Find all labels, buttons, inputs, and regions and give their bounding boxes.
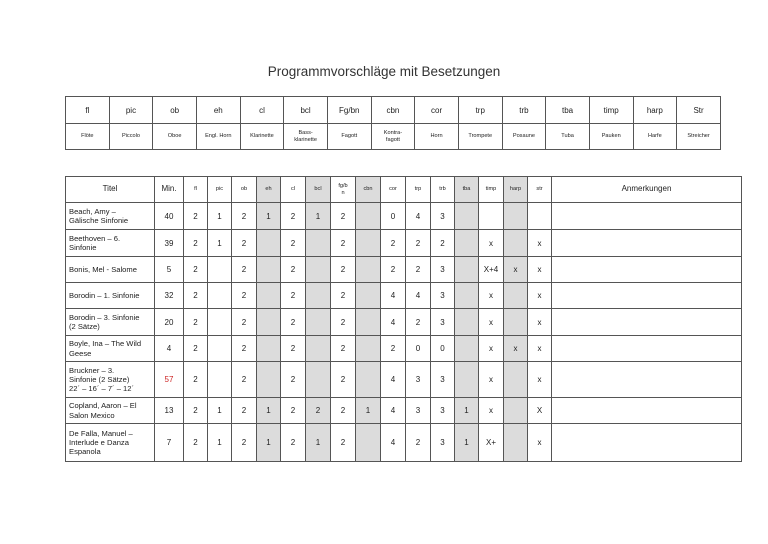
instrument-count-cell: 2 [281, 398, 306, 424]
instrument-count-cell [257, 230, 281, 257]
instrument-count-cell [356, 203, 381, 230]
instrument-count-cell [455, 257, 479, 283]
instrument-count-cell: 2 [381, 257, 406, 283]
instrument-count-cell [479, 203, 504, 230]
column-header: fg/b n [331, 177, 356, 203]
instrument-count-cell [504, 424, 528, 462]
instrument-count-cell: 2 [232, 257, 257, 283]
column-header: harp [504, 177, 528, 203]
instrument-count-cell: X+ [479, 424, 504, 462]
column-header: eh [257, 177, 281, 203]
instrument-count-cell: 2 [232, 336, 257, 362]
instrument-count-cell: 2 [184, 309, 208, 336]
instrument-count-cell [504, 362, 528, 398]
instrument-count-cell: 0 [406, 336, 431, 362]
instrument-count-cell [208, 309, 232, 336]
legend-name-cell: Streicher [677, 124, 721, 150]
notes-cell [552, 257, 742, 283]
instrument-count-cell: x [528, 424, 552, 462]
instrument-count-cell: 4 [381, 362, 406, 398]
instrument-count-cell: 2 [331, 203, 356, 230]
column-header: cl [281, 177, 306, 203]
instrument-count-cell: 4 [381, 283, 406, 309]
instrument-count-cell: 2 [232, 283, 257, 309]
legend-abbr-cell: trb [502, 97, 546, 124]
instrument-count-cell: 1 [208, 424, 232, 462]
legend-name-cell: Oboe [153, 124, 197, 150]
minutes-cell: 20 [155, 309, 184, 336]
instrument-count-cell: 2 [406, 257, 431, 283]
instrument-count-cell: 2 [331, 424, 356, 462]
program-table-header [66, 177, 742, 203]
instrument-count-cell: 3 [431, 203, 455, 230]
legend-name-cell: Trompete [458, 124, 502, 150]
title-cell: De Falla, Manuel – Interlude e Danza Espanola [66, 424, 155, 462]
column-header: trp [406, 177, 431, 203]
legend-abbreviations-row [66, 97, 721, 124]
legend-abbr-cell: pic [109, 97, 153, 124]
legend-abbr-cell: cl [240, 97, 284, 124]
notes-cell [552, 230, 742, 257]
instrument-count-cell [257, 309, 281, 336]
instrument-count-cell: 2 [381, 336, 406, 362]
instrument-count-cell: 1 [257, 203, 281, 230]
column-header: cbn [356, 177, 381, 203]
instrument-count-cell: 4 [406, 203, 431, 230]
instrument-count-cell [306, 309, 331, 336]
legend-name-cell: Fagott [327, 124, 371, 150]
instrument-count-cell [356, 336, 381, 362]
table-row [66, 230, 742, 257]
instrument-count-cell: x [479, 283, 504, 309]
instrument-count-cell [356, 362, 381, 398]
column-header: tba [455, 177, 479, 203]
legend-abbr-cell: trp [458, 97, 502, 124]
instrument-count-cell: 3 [431, 424, 455, 462]
instrument-count-cell [306, 336, 331, 362]
instrument-count-cell [257, 336, 281, 362]
column-header: ob [232, 177, 257, 203]
instrument-count-cell: 2 [232, 424, 257, 462]
column-header: trb [431, 177, 455, 203]
instrument-count-cell: 1 [356, 398, 381, 424]
instrument-count-cell: x [528, 336, 552, 362]
instrument-count-cell: 1 [455, 398, 479, 424]
instrument-count-cell: 2 [281, 362, 306, 398]
instrument-count-cell: 2 [331, 309, 356, 336]
instrument-count-cell [356, 257, 381, 283]
instrument-count-cell: 2 [331, 336, 356, 362]
legend-abbr-cell: cor [415, 97, 459, 124]
title-cell: Borodin – 3. Sinfonie (2 Sätze) [66, 309, 155, 336]
legend-abbr-cell: Fg/bn [327, 97, 371, 124]
notes-cell [552, 398, 742, 424]
instrument-count-cell: 2 [406, 424, 431, 462]
column-header: pic [208, 177, 232, 203]
instrument-count-cell [356, 230, 381, 257]
instrument-count-cell: 2 [184, 257, 208, 283]
instrument-count-cell [455, 309, 479, 336]
instrument-count-cell: 1 [208, 203, 232, 230]
instrument-count-cell: 2 [331, 283, 356, 309]
instrument-count-cell: 2 [184, 336, 208, 362]
minutes-cell: 13 [155, 398, 184, 424]
minutes-cell: 32 [155, 283, 184, 309]
title-cell: Beethoven – 6. Sinfonie [66, 230, 155, 257]
minutes-cell: 57 [155, 362, 184, 398]
instrument-count-cell: 2 [406, 230, 431, 257]
instrument-count-cell: 1 [257, 424, 281, 462]
legend-name-cell: Bass- klarinette [284, 124, 328, 150]
title-cell: Beach, Amy – Gälische Sinfonie [66, 203, 155, 230]
instrument-count-cell: 2 [381, 230, 406, 257]
table-row [66, 362, 742, 398]
column-header: Min. [155, 177, 184, 203]
minutes-cell: 5 [155, 257, 184, 283]
column-header: cor [381, 177, 406, 203]
notes-cell [552, 336, 742, 362]
instrument-count-cell: x [528, 257, 552, 283]
instrument-count-cell [306, 230, 331, 257]
instrument-count-cell: X [528, 398, 552, 424]
instrument-count-cell: 1 [306, 203, 331, 230]
table-row [66, 203, 742, 230]
instrument-count-cell [504, 283, 528, 309]
instrument-count-cell: 3 [431, 309, 455, 336]
instrument-count-cell: 1 [455, 424, 479, 462]
legend-abbr-cell: tba [546, 97, 590, 124]
instrument-count-cell [504, 203, 528, 230]
column-header: fl [184, 177, 208, 203]
column-header: str [528, 177, 552, 203]
instrument-count-cell [306, 257, 331, 283]
instrument-count-cell [504, 309, 528, 336]
instrument-count-cell [257, 283, 281, 309]
legend-name-cell: Posaune [502, 124, 546, 150]
title-cell: Bruckner – 3. Sinfonie (2 Sätze) 22´ – 16´ – 7´ – 12´ [66, 362, 155, 398]
instrument-count-cell: 3 [431, 398, 455, 424]
instrument-count-cell: x [479, 336, 504, 362]
column-header: bcl [306, 177, 331, 203]
table-row [66, 398, 742, 424]
instrument-count-cell: 3 [431, 283, 455, 309]
instrument-count-cell: 2 [331, 230, 356, 257]
page-title: Programmvorschläge mit Besetzungen [267, 64, 501, 79]
legend-name-cell: Harfe [633, 124, 677, 150]
instrument-count-cell: 2 [331, 257, 356, 283]
instrument-count-cell: 1 [208, 230, 232, 257]
instrument-count-cell: 2 [232, 362, 257, 398]
instrument-count-cell: 2 [431, 230, 455, 257]
instrument-count-cell: 3 [431, 362, 455, 398]
instrument-count-cell: x [504, 336, 528, 362]
legend-abbr-cell: eh [196, 97, 240, 124]
instrument-count-cell: 2 [281, 283, 306, 309]
instrument-count-cell: 0 [431, 336, 455, 362]
instrument-count-cell [356, 424, 381, 462]
instrument-count-cell: 2 [331, 398, 356, 424]
legend-name-cell: Tuba [546, 124, 590, 150]
instrument-count-cell: 2 [232, 203, 257, 230]
instrument-legend-table [65, 96, 721, 150]
program-table [65, 176, 742, 462]
legend-name-cell: Engl. Horn [196, 124, 240, 150]
instrument-count-cell: 3 [406, 362, 431, 398]
title-cell: Bonis, Mel - Salome [66, 257, 155, 283]
instrument-count-cell [455, 230, 479, 257]
instrument-count-cell: 3 [431, 257, 455, 283]
instrument-count-cell: 4 [381, 398, 406, 424]
instrument-count-cell [455, 203, 479, 230]
instrument-count-cell: 2 [232, 230, 257, 257]
instrument-count-cell: 2 [232, 309, 257, 336]
instrument-count-cell: X+4 [479, 257, 504, 283]
instrument-count-cell: 4 [381, 424, 406, 462]
minutes-cell: 39 [155, 230, 184, 257]
instrument-count-cell [504, 398, 528, 424]
notes-cell [552, 362, 742, 398]
instrument-count-cell: 2 [184, 283, 208, 309]
instrument-count-cell: x [479, 309, 504, 336]
instrument-count-cell [257, 257, 281, 283]
column-header: Anmerkungen [552, 177, 742, 203]
instrument-count-cell: 1 [257, 398, 281, 424]
instrument-count-cell: 4 [381, 309, 406, 336]
instrument-count-cell: 2 [281, 336, 306, 362]
instrument-count-cell: x [528, 309, 552, 336]
instrument-count-cell: x [479, 230, 504, 257]
instrument-count-cell [306, 362, 331, 398]
legend-abbr-cell: timp [589, 97, 633, 124]
instrument-count-cell: 2 [281, 424, 306, 462]
notes-cell [552, 203, 742, 230]
instrument-count-cell: 1 [208, 398, 232, 424]
instrument-count-cell [455, 336, 479, 362]
instrument-count-cell: 2 [184, 203, 208, 230]
minutes-cell: 4 [155, 336, 184, 362]
notes-cell [552, 283, 742, 309]
legend-name-cell: Piccolo [109, 124, 153, 150]
instrument-count-cell: 4 [406, 283, 431, 309]
table-row [66, 283, 742, 309]
instrument-count-cell: 2 [281, 257, 306, 283]
table-row [66, 309, 742, 336]
instrument-count-cell: 0 [381, 203, 406, 230]
column-header: Titel [66, 177, 155, 203]
legend-abbr-cell: harp [633, 97, 677, 124]
instrument-count-cell: 2 [184, 424, 208, 462]
legend-abbr-cell: Str [677, 97, 721, 124]
instrument-count-cell [306, 283, 331, 309]
instrument-count-cell: 3 [406, 398, 431, 424]
instrument-count-cell: 2 [281, 309, 306, 336]
instrument-count-cell: x [479, 362, 504, 398]
notes-cell [552, 309, 742, 336]
title-cell: Boyle, Ina – The Wild Geese [66, 336, 155, 362]
instrument-count-cell: 2 [281, 230, 306, 257]
legend-name-cell: Kontra- fagott [371, 124, 415, 150]
instrument-count-cell: 2 [184, 230, 208, 257]
instrument-count-cell: 2 [184, 398, 208, 424]
instrument-count-cell [208, 257, 232, 283]
notes-cell [552, 424, 742, 462]
instrument-count-cell: 2 [281, 203, 306, 230]
legend-abbr-cell: bcl [284, 97, 328, 124]
instrument-count-cell [356, 283, 381, 309]
minutes-cell: 40 [155, 203, 184, 230]
legend-names-row [66, 124, 721, 150]
instrument-count-cell: 1 [306, 424, 331, 462]
title-cell: Borodin – 1. Sinfonie [66, 283, 155, 309]
instrument-count-cell [257, 362, 281, 398]
instrument-count-cell [208, 362, 232, 398]
instrument-count-cell: 2 [406, 309, 431, 336]
title-cell: Copland, Aaron – El Salon Mexico [66, 398, 155, 424]
legend-abbr-cell: ob [153, 97, 197, 124]
minutes-cell: 7 [155, 424, 184, 462]
instrument-count-cell [455, 283, 479, 309]
instrument-count-cell: 2 [232, 398, 257, 424]
instrument-count-cell: 2 [306, 398, 331, 424]
instrument-count-cell: x [479, 398, 504, 424]
instrument-count-cell: x [528, 362, 552, 398]
legend-name-cell: Klarinette [240, 124, 284, 150]
instrument-count-cell [455, 362, 479, 398]
instrument-count-cell [208, 283, 232, 309]
column-header: timp [479, 177, 504, 203]
instrument-count-cell [356, 309, 381, 336]
instrument-count-cell [528, 203, 552, 230]
instrument-count-cell: 2 [184, 362, 208, 398]
table-row [66, 336, 742, 362]
instrument-count-cell: x [528, 283, 552, 309]
legend-name-cell: Pauken [589, 124, 633, 150]
legend-abbr-cell: cbn [371, 97, 415, 124]
table-row [66, 424, 742, 462]
instrument-count-cell: 2 [331, 362, 356, 398]
legend-abbr-cell: fl [66, 97, 110, 124]
instrument-count-cell [208, 336, 232, 362]
instrument-count-cell: x [528, 230, 552, 257]
instrument-count-cell [504, 230, 528, 257]
table-row [66, 257, 742, 283]
legend-name-cell: Flöte [66, 124, 110, 150]
legend-name-cell: Horn [415, 124, 459, 150]
instrument-count-cell: x [504, 257, 528, 283]
